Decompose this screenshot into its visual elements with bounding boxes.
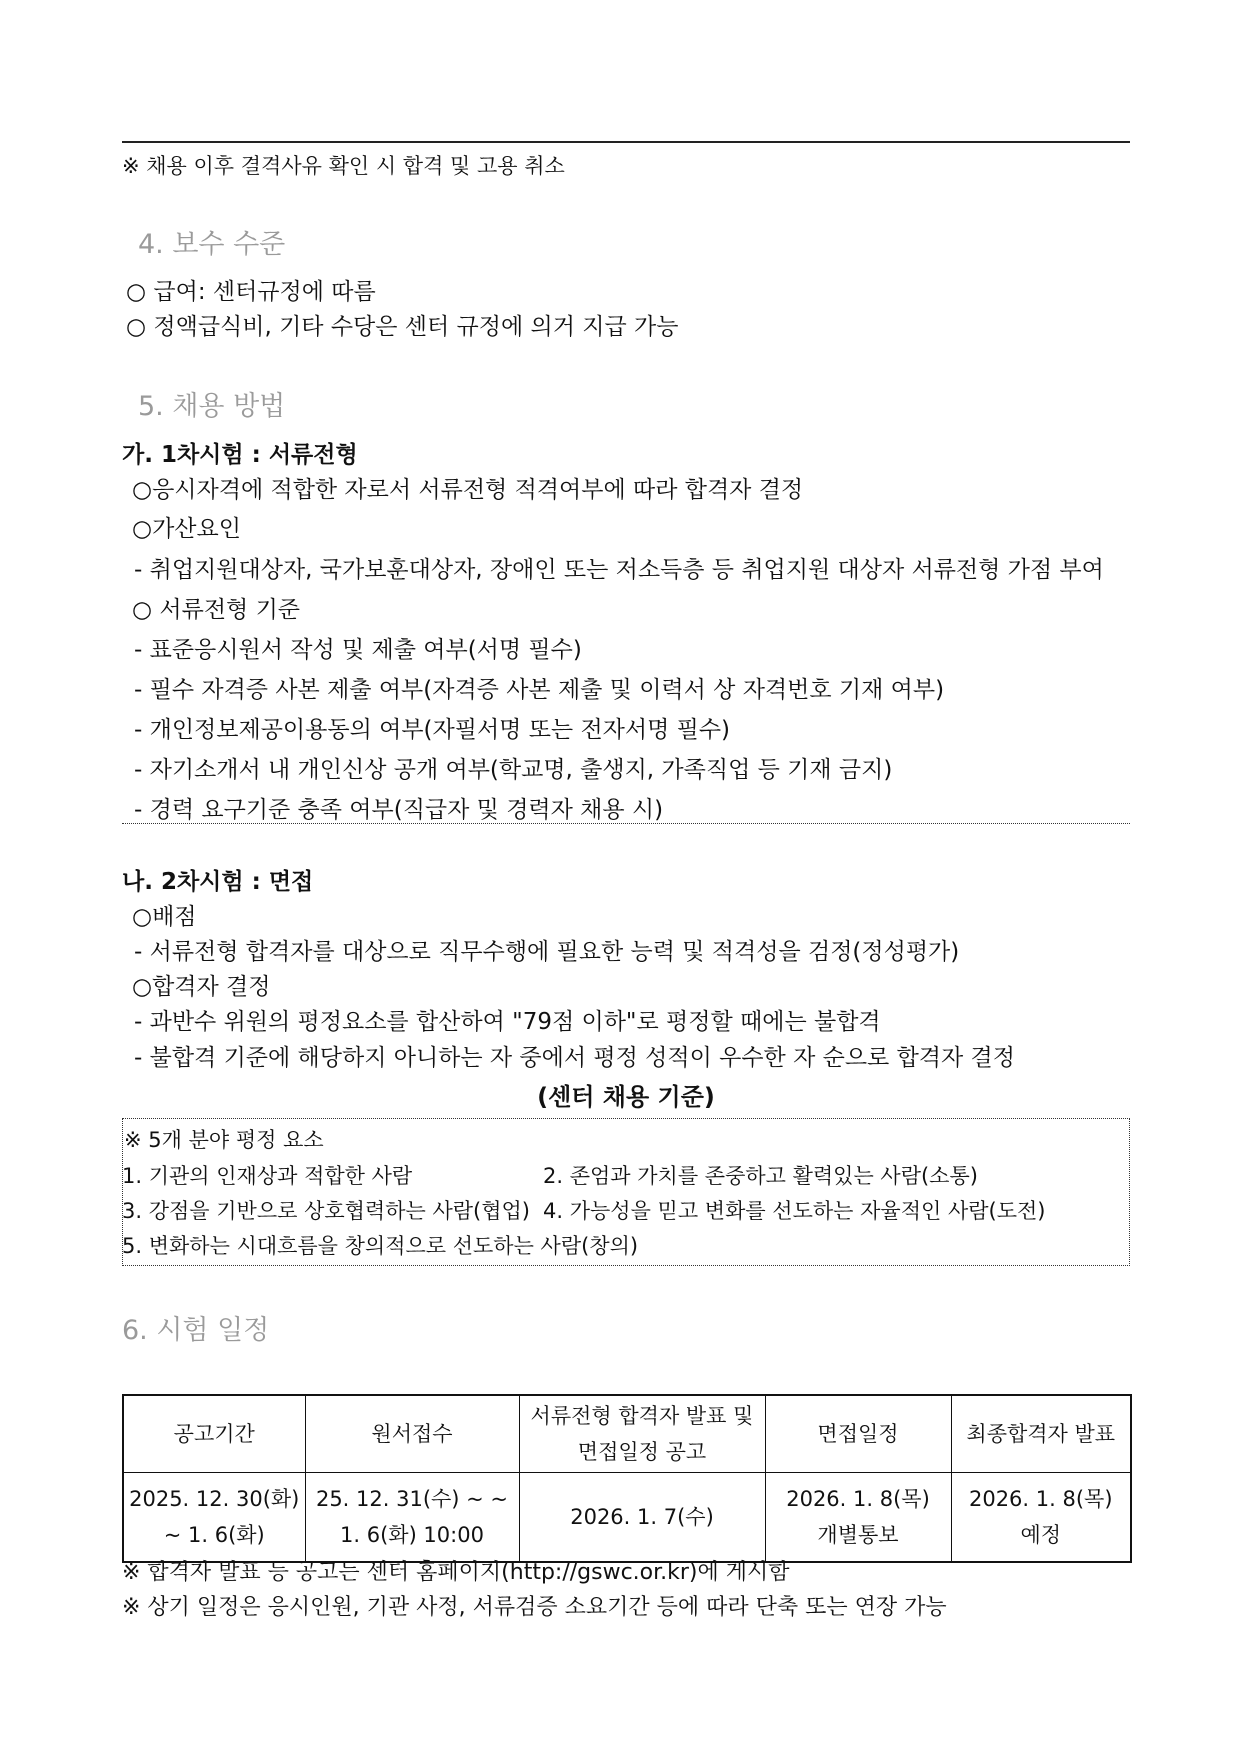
table-cell: 25. 12. 31(수) ~ ~ 1. 6(화) 10:00 bbox=[305, 1473, 519, 1563]
table-cell: 2026. 1. 7(수) bbox=[519, 1473, 765, 1563]
second-exam-line: ○합격자 결정 bbox=[132, 974, 271, 1000]
allowance-item: ○ 정액급식비, 기타 수당은 센터 규정에 의거 지급 가능 bbox=[126, 314, 679, 340]
first-exam-heading: 가. 1차시험 : 서류전형 bbox=[122, 442, 358, 468]
first-exam-line: ○ 서류전형 기준 bbox=[132, 597, 300, 623]
second-exam-heading: 나. 2차시험 : 면접 bbox=[122, 869, 314, 895]
second-exam-line: - 불합격 기준에 해당하지 아니하는 자 중에서 평정 성적이 우수한 자 순으로 합격자 결정 bbox=[134, 1045, 1015, 1071]
first-exam-line: - 자기소개서 내 개인신상 공개 여부(학교명, 출생지, 가족직업 등 기재 금지) bbox=[134, 757, 893, 783]
criteria-item: 3. 강점을 기반으로 상호협력하는 사람(협업) bbox=[122, 1199, 530, 1223]
table-cell: 2026. 1. 8(목) 예정 bbox=[951, 1473, 1131, 1563]
table-header-row bbox=[123, 1395, 1131, 1473]
disqualification-note: ※ 채용 이후 결격사유 확인 시 합격 및 고용 취소 bbox=[122, 154, 565, 178]
table-row bbox=[123, 1473, 1131, 1563]
criteria-item: 2. 존엄과 가치를 존중하고 활력있는 사람(소통) bbox=[543, 1164, 978, 1188]
first-exam-line: ○가산요인 bbox=[132, 516, 241, 542]
second-exam-line: - 과반수 위원의 평정요소를 합산하여 "79점 이하"로 평정할 때에는 불합격 bbox=[134, 1009, 881, 1035]
schedule-table bbox=[122, 1394, 1132, 1563]
first-exam-line: - 경력 요구기준 충족 여부(직급자 및 경력자 채용 시) bbox=[134, 797, 664, 823]
table-cell: 2026. 1. 8(목) 개별통보 bbox=[765, 1473, 951, 1563]
header-cell: 공고기간 bbox=[123, 1395, 305, 1473]
announcement-note: ※ 합격자 발표 등 공고는 센터 홈페이지(http://gswc.or.kr)에 게시함 bbox=[122, 1560, 790, 1585]
section-4-title: 4. 보수 수준 bbox=[138, 229, 286, 260]
criteria-item: 1. 기관의 인재상과 적합한 사람 bbox=[122, 1164, 413, 1188]
first-exam-line: - 표준응시원서 작성 및 제출 여부(서명 필수) bbox=[134, 637, 582, 663]
header-cell: 서류전형 합격자 발표 및 면접일정 공고 bbox=[519, 1395, 765, 1473]
first-exam-line: - 개인정보제공이용동의 여부(자필서명 또는 전자서명 필수) bbox=[134, 717, 731, 743]
first-exam-line: - 취업지원대상자, 국가보훈대상자, 장애인 또는 저소득층 등 취업지원 대상자 서류전형 가점 부여 bbox=[134, 557, 1104, 583]
schedule-change-note: ※ 상기 일정은 응시인원, 기관 사정, 서류검증 소요기간 등에 따라 단축 또는 연장 가능 bbox=[122, 1595, 947, 1620]
section-6-title: 6. 시험 일정 bbox=[122, 1315, 270, 1346]
section-5-title: 5. 채용 방법 bbox=[138, 391, 286, 422]
criteria-item: 4. 가능성을 믿고 변화를 선도하는 자율적인 사람(도전) bbox=[543, 1199, 1046, 1223]
criteria-title: (센터 채용 기준) bbox=[537, 1083, 715, 1111]
first-exam-line: ○응시자격에 적합한 자로서 서류전형 적격여부에 따라 합격자 결정 bbox=[132, 477, 804, 503]
header-cell: 원서접수 bbox=[305, 1395, 519, 1473]
second-exam-line: ○배점 bbox=[132, 904, 197, 930]
header-cell: 면접일정 bbox=[765, 1395, 951, 1473]
criteria-box-head: ※ 5개 분야 평정 요소 bbox=[124, 1128, 324, 1152]
table-cell: 2025. 12. 30(화) ~ 1. 6(화) bbox=[123, 1473, 305, 1563]
top-divider bbox=[122, 141, 1130, 143]
salary-item: ○ 급여: 센터규정에 따름 bbox=[126, 279, 376, 305]
first-exam-line: - 필수 자격증 사본 제출 여부(자격증 사본 제출 및 이력서 상 자격번호 기재 여부) bbox=[134, 677, 945, 703]
dotted-divider bbox=[122, 823, 1130, 824]
criteria-item: 5. 변화하는 시대흐름을 창의적으로 선도하는 사람(창의) bbox=[122, 1234, 639, 1258]
header-cell: 최종합격자 발표 bbox=[951, 1395, 1131, 1473]
second-exam-line: - 서류전형 합격자를 대상으로 직무수행에 필요한 능력 및 적격성을 검정(정성평가) bbox=[134, 939, 960, 965]
